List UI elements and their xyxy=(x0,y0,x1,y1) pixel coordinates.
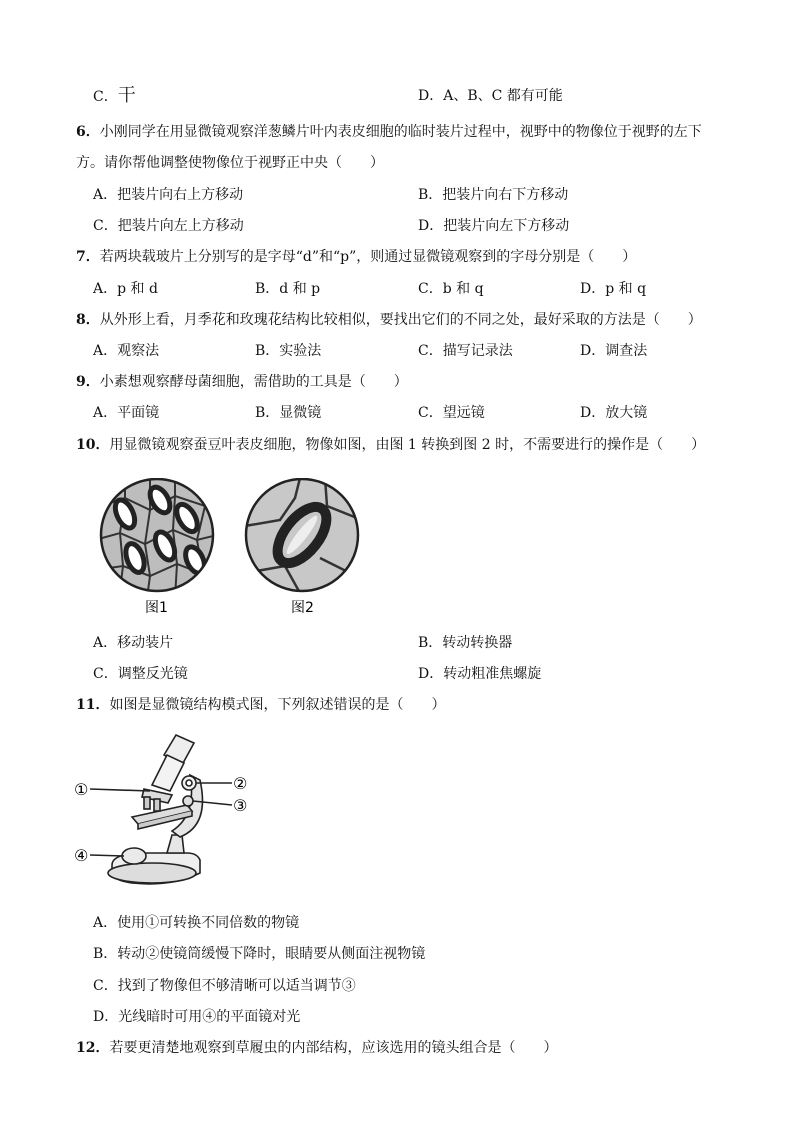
q10-figure xyxy=(95,478,375,623)
q6-option-b: B．把装片向右下方移动 xyxy=(418,187,569,203)
label-2: ② xyxy=(233,774,248,793)
q5-option-c-label: C． xyxy=(93,89,118,105)
q6-option-c: C．把装片向左上方移动 xyxy=(93,218,244,234)
q10-option-c: C．调整反光镜 xyxy=(93,666,188,682)
q6-option-d: D．把装片向左下方移动 xyxy=(418,218,570,234)
figure2-caption: 图2 xyxy=(291,600,314,616)
figure1-microscope-view xyxy=(95,478,225,598)
q11-option-c: C．找到了物像但不够清晰可以适当调节③ xyxy=(93,978,356,994)
q11-option-a: A．使用①可转换不同倍数的物镜 xyxy=(93,915,300,931)
label-3: ③ xyxy=(233,796,248,815)
q6-option-a: A．把装片向右上方移动 xyxy=(93,187,244,203)
q8-option-b: B．实验法 xyxy=(255,343,322,359)
q12-stem xyxy=(76,1038,557,1058)
q10-option-b: B．转动转换器 xyxy=(418,635,513,651)
figure1-caption: 图1 xyxy=(145,600,168,616)
q6-stem-line1 xyxy=(76,122,702,142)
q6-number: 6． xyxy=(76,124,100,140)
q9-option-d: D．放大镜 xyxy=(580,405,648,421)
q8-option-a: A．观察法 xyxy=(93,343,160,359)
q5-option-c xyxy=(93,86,136,107)
q10-stem xyxy=(76,435,705,455)
q11-option-b: B．转动②使镜筒缓慢下降时，眼睛要从侧面注视物镜 xyxy=(93,946,426,962)
q12-number: 12． xyxy=(76,1040,110,1056)
q11-number: 11． xyxy=(76,697,110,713)
q10-option-d: D．转动粗准焦螺旋 xyxy=(418,666,542,682)
q8-stem-text: 从外形上看，月季花和玫瑰花结构比较相似，要找出它们的不同之处，最好采取的方法是（ ） xyxy=(99,312,702,328)
q7-stem xyxy=(76,247,636,267)
q11-stem xyxy=(76,695,445,715)
q9-option-a: A．平面镜 xyxy=(93,405,160,421)
q7-option-c: C．b 和 q xyxy=(418,281,484,297)
q6-stem-line2: 方。请你帮他调整使物像位于视野正中央（ ） xyxy=(76,155,384,171)
microscope-drawing xyxy=(90,735,232,884)
q12-stem-text: 若要更清楚地观察到草履虫的内部结构，应该选用的镜头组合是（ ） xyxy=(109,1040,558,1056)
q7-stem-text: 若两块载玻片上分别写的是字母“d”和“p”，则通过显微镜观察到的字母分别是（ ） xyxy=(99,249,637,265)
q10-option-a: A．移动装片 xyxy=(93,635,174,651)
q9-stem xyxy=(76,372,408,392)
q8-option-c: C．描写记录法 xyxy=(418,343,513,359)
q7-option-d: D．p 和 q xyxy=(580,281,647,297)
figure2-microscope-view xyxy=(245,478,358,593)
q8-number: 8． xyxy=(76,312,100,328)
q9-number: 9． xyxy=(76,374,100,390)
q10-stem-text: 用显微镜观察蚕豆叶表皮细胞，物像如图，由图 1 转换到图 2 时，不需要进行的操作是（ ） xyxy=(109,437,706,453)
q5-option-c-glyph: 干 xyxy=(117,85,136,106)
q9-option-c: C．望远镜 xyxy=(418,405,485,421)
q9-stem-text: 小素想观察酵母菌细胞，需借助的工具是（ ） xyxy=(99,374,408,390)
q6-stem-text: 小刚同学在用显微镜观察洋葱鳞片叶内表皮细胞的临时装片过程中，视野中的物像位于视野的左下 xyxy=(99,124,702,140)
q7-option-a: A．p 和 d xyxy=(93,281,158,297)
q7-option-b: B．d 和 p xyxy=(255,281,321,297)
q5-option-d: D．A、B、C 都有可能 xyxy=(418,88,563,104)
q10-number: 10． xyxy=(76,437,110,453)
q7-number: 7． xyxy=(76,249,100,265)
label-4: ④ xyxy=(74,846,89,865)
q8-stem xyxy=(76,310,702,330)
q11-microscope-diagram xyxy=(72,725,257,895)
q11-option-d: D．光线暗时可用④的平面镜对光 xyxy=(93,1009,301,1025)
q11-stem-text: 如图是显微镜结构模式图，下列叙述错误的是（ ） xyxy=(109,697,446,713)
q8-option-d: D．调查法 xyxy=(580,343,648,359)
label-1: ① xyxy=(74,780,89,799)
q9-option-b: B．显微镜 xyxy=(255,405,322,421)
